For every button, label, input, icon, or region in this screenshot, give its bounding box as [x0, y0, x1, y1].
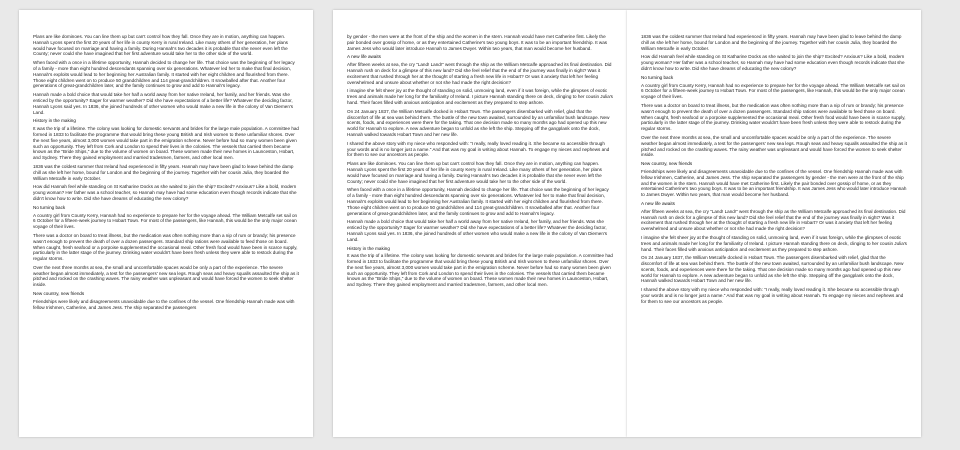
body-paragraph: Over the next three months at sea, the small and uncomfortable spaces would be only a part of the experience. The severe weather began almost immediately, a test for the passengers' new sea legs. Rough seas and heavy squalls assaulted the ship as it pitched and rocked on the crashing waves. The rainy weather was unpleasant and would have forced the women to seek shelter inside.	[33, 264, 299, 288]
body-paragraph: How did Hannah feel while standing on St Katharine Docks as she waited to join the ship? Excited? Anxious? Like a bold, modern young woman? Her father was a school teacher, so Hannah may have had some education even though records indicate that she didn't know how to write. Did she have dreams of educating the new colony?	[641, 54, 905, 71]
body-paragraph: On 24 January 1837, the William Metcalfe docked in Hobart Town. The passengers disembarked with relief, glad that the discomfort of life at sea was behind them. The bustle of the new town awaited, surrounded by an unfamiliar bush landscape. New scents, foods, and experiences were there for the taking. That one decision made so many months ago had opened up this new world for Hannah to explore. A new adventure began to unfold as she left the ship. Stepping off the gangplank onto the dock, Hannah walked towards Hobart Town and her new life.	[641, 255, 904, 284]
body-paragraph: 1836 was the coldest summer that Ireland had experienced in fifty years. Hannah may have been glad to leave behind the damp chill as she left her home, bound for London and the beginning of the journey. Together with her cousin Julia, they boarded the William Metcalfe in early October.	[641, 34, 902, 51]
document-page	[19, 10, 313, 437]
body-paragraph: There was a doctor on board to treat illness, but the medication was often nothing more than a nip of rum or brandy; his presence wasn't enough to prevent the death of over a dozen passengers. Standard ship rations were available to feed those on board. When caught, fresh seafood or a porpoise supplemented the occasional meal. Other fresh food would have been in scarce supply, particularly in the latter stage of the journey. Drinking water wouldn't have been fresh unless they were able to restock during the regular storms.	[641, 102, 906, 132]
body-paragraph: There was a doctor on board to treat illness, but the medication was often nothing more than a nip of rum or brandy; his presence wasn't enough to prevent the death of over a dozen passengers. Standard ship rations were available to feed those on board. When caught, fresh seafood or a porpoise supplemented the occasional meal. Other fresh food would have been in scarce supply, particularly in the latter stage of the journey. Drinking water wouldn't have been fresh unless they were able to restock during the regular storms.	[33, 232, 298, 262]
body-paragraph: On 24 January 1837, the William Metcalfe docked in Hobart Town. The passengers disembarked with relief, glad that the discomfort of life at sea was behind them. The bustle of the new town awaited, surrounded by an unfamiliar bush landscape. New scents, foods, and experiences were there for the taking. That one decision made so many months ago had opened up this new world for Hannah to explore. A new adventure began to unfold as she left the ship. Stepping off the gangplank onto the dock, Hannah walked towards Hobart Town and her new life.	[347, 108, 610, 137]
body-paragraph: How did Hannah feel while standing on St Katharine Docks as she waited to join the ship? Excited? Anxious? Like a bold, modern young woman? Her father was a school teacher, so Hannah may have had some education even though records indicate that she didn't know how to write. Did she have dreams of educating the new colony?	[33, 184, 297, 201]
body-paragraph: A country girl from County Kerry, Hannah had no experience to prepare her for the voyage ahead. The William Metcalfe set sail on 6 October for a fifteen-week journey to Hobart Town. For most of the passengers, like Hannah, this would be the only major ocean voyage of their lives.	[33, 212, 298, 230]
body-paragraph: Hannah made a bold choice that would take her half a world away from her native Ireland, her family, and her friends. Was she enticed by the opportunity? Eager for warmer weather? Did she have expectations of a better life? Whatever the deciding factor, Hannah Lyons said yes. In 1836, she joined hundreds of other women who would make a new life in the colony of Van Diemen's Land.	[33, 92, 294, 115]
section-heading: A new life awaits	[641, 200, 675, 206]
body-paragraph: After fifteen weeks at sea, the cry "Land! Land!" went through the ship as the William Metcalfe approached its final destination. Did Hannah rush on deck for a glimpse of this new land? Did she feel relief that the end of the journey was finally in sight? Was it excitement that rushed through her at the thought of starting a fresh new life in Hobart? Or was it anxiety that left her feeling overwhelmed and unsure about whether or not she had made the right decision?	[641, 208, 906, 232]
body-paragraph: I shared the above story with my niece who responded with: "I really, really loved reading it. She became so accessible through your words and is no longer just a name." And that was my goal in writing about Hannah. To engage my nieces and nephews and for them to see our ancestors as people.	[641, 287, 904, 304]
body-paragraph: Plans are like dominoes. You can line them up but can't control how they fall. Once they are in motion, anything can happen. Hannah Lyons spent the first 20 years of her life in county Kerry in rural Ireland. Like many others of her generation, her plans would have focused on marriage and having a family. During Hannah's two decades it is probable that she never even left the County; never could she have imagined that her first adventure would take her to the other side of the world.	[347, 161, 602, 184]
body-paragraph: by gender - the men were at the front of the ship and the women in the stern. Hannah would have met Catherine first. Likely the pair bonded over gossip of home, or as they entertained Catherine's two young boys. It was to be an important friendship. It was James Jess who would later introduce Hannah to James Dwyer. Within two years, that man would become her husband.	[347, 34, 608, 51]
body-paragraph: Hannah made a bold choice that would take her half a world away from her native Ireland, her family, and her friends. Was she enticed by the opportunity? Eager for warmer weather? Did she have expectations of a better life? Whatever the deciding factor, Hannah Lyons said yes. In 1836, she joined hundreds of other women who would make a new life in the colony of Van Diemen's Land.	[347, 219, 608, 242]
body-paragraph: A country girl from County Kerry, Hannah had no experience to prepare her for the voyage ahead. The William Metcalfe set sail on 6 October for a fifteen-week journey to Hobart Town. For most of the passengers, like Hannah, this would be the only major ocean voyage of their lives.	[641, 82, 906, 100]
body-paragraph: Plans are like dominoes. You can line them up but can't control how they fall. Once they are in motion, anything can happen. Hannah Lyons spent the first 20 years of her life in county Kerry in rural Ireland. Like many others of her generation, her plans would have focused on marriage and having a family. During Hannah's two decades it is probable that she never even left the County; never could she have imagined that her first adventure would take her to the other side of the world.	[33, 34, 288, 57]
body-paragraph: It was the trip of a lifetime. The colony was looking for domestic servants and brides for the large male population. A committee had formed in 1833 to facilitate the programme that would bring these young British and Irish women to these unfamiliar shores. Over the next five years, almost 3,000 women would take part in the emigration scheme. Never before had so many women been given such an opportunity. They left from Cork and London to spend their lives in the colonies. The vessels that carried them became known as the "Bride Ships," due to the volume of women on board. These women made their new homes in Launceston, Hobart, and Sydney. There they gained employment and married tradesmen, farmers, and other local men.	[33, 126, 299, 161]
body-paragraph: I imagine she felt sheer joy at the thought of standing on solid, unmoving land, even if it was foreign, while the glimpses of exotic trees and animals made her long for the familiarity of Ireland. I picture Hannah standing there on deck, clinging to her cousin Julia's hand. Their faces filled with anxious anticipation and excitement as they prepared to step ashore.	[641, 234, 907, 252]
body-paragraph: It was the trip of a lifetime. The colony was looking for domestic servants and brides for the large male population. A committee had formed in 1833 to facilitate the programme that would bring these young British and Irish women to these unfamiliar shores. Over the next five years, almost 3,000 women would take part in the emigration scheme. Never before had so many women been given such an opportunity. They left from Cork and London to spend their lives in the colonies. The vessels that carried them became known as the "Bride Ships," due to the volume of women on board. These women made their new homes in Launceston, Hobart, and Sydney. There they gained employment and married tradesmen, farmers, and other local men.	[347, 253, 613, 288]
body-paragraph: I imagine she felt sheer joy at the thought of standing on solid, unmoving land, even if it was foreign, while the glimpses of exotic trees and animals made her long for the familiarity of Ireland. I picture Hannah standing there on deck, clinging to her cousin Julia's hand. Their faces filled with anxious anticipation and excitement as they prepared to step ashore.	[347, 88, 613, 105]
section-heading: A new life awaits	[347, 54, 381, 60]
body-paragraph: 1836 was the coldest summer that Ireland had experienced in fifty years. Hannah may have been glad to leave behind the damp chill as she left her home, bound for London and the beginning of the journey. Together with her cousin Julia, they boarded the William Metcalfe in early October.	[33, 163, 294, 181]
section-heading: New country, new friends	[641, 161, 693, 167]
body-paragraph: I shared the above story with my niece who responded with: "I really, really loved reading it. She became so accessible through your words and is no longer just a name." And that was my goal in writing about Hannah. To engage my nieces and nephews and for them to see our ancestors as people.	[347, 140, 610, 158]
body-paragraph: Friendships were likely and disagreements unavoidable due to the confines of the vessel. One friendship Hannah made was with fellow Irishmen, Catherine, and James Jess. The ship separated the passengers	[33, 298, 295, 310]
section-heading: History in the making	[347, 245, 390, 251]
document-page	[333, 10, 627, 437]
section-heading: New country, new friends	[33, 291, 85, 297]
document-page	[627, 10, 921, 437]
body-paragraph: When faced with a once in a lifetime opportunity, Hannah decided to change her life. That choice was the beginning of her legacy of a family - more than eight hundred descendants spanning over six generations. Whatever led her to make that final decision, Hannah's exploits would lead to her beginning her Australian family. It started with her eight children and flourished from there. Those eight children went on to produce 50 grandchildren and 114 great-grandchildren. It snowballed after that. Another four generations of great-grandchildren later, and the family continues to grow and add to Hannah's legacy.	[33, 60, 295, 89]
body-paragraph: When faced with a once in a lifetime opportunity, Hannah decided to change her life. That choice was the beginning of her legacy of a family - more than eight hundred descendants spanning over six generations. Whatever led her to make that final decision, Hannah's exploits would lead to her beginning her Australian family. It started with her eight children and flourished from there. Those eight children went on to produce 50 grandchildren and 114 great-grandchildren. It snowballed after that. Another four generations of great-grandchildren later, and the family continues to grow and add to Hannah's legacy.	[347, 187, 609, 216]
body-paragraph: Over the next three months at sea, the small and uncomfortable spaces would be only a part of the experience. The severe weather began almost immediately, a test for the passengers' new sea legs. Rough seas and heavy squalls assaulted the ship as it pitched and rocked on the crashing waves. The rainy weather was unpleasant and would have forced the women to seek shelter inside.	[641, 134, 907, 158]
section-heading: No turning back	[641, 74, 674, 80]
section-heading: No turning back	[33, 204, 66, 210]
body-paragraph: Friendships were likely and disagreements unavoidable due to the confines of the vessel. One friendship Hannah made was with fellow Irishmen, Catherine, and James Jess. The ship separated the passengers by gender - the men were at the front of the ship and the women in the stern. Hannah would have met Catherine first. Likely the pair bonded over gossip of home, or as they entertained Catherine's two young boys. It was to be an important friendship. It was James Jess who would later introduce Hannah to James Dwyer. Within two years, that man would become her husband.	[641, 168, 907, 198]
body-paragraph: After fifteen weeks at sea, the cry "Land! Land!" went through the ship as the William Metcalfe approached its final destination. Did Hannah rush on deck for a glimpse of this new land? Did she feel relief that the end of the journey was finally in sight? Was it excitement that rushed through her at the thought of starting a fresh new life in Hobart? Or was it anxiety that left her feeling overwhelmed and unsure about whether or not she had made the right decision?	[347, 62, 612, 85]
section-heading: History in the making	[33, 118, 76, 124]
